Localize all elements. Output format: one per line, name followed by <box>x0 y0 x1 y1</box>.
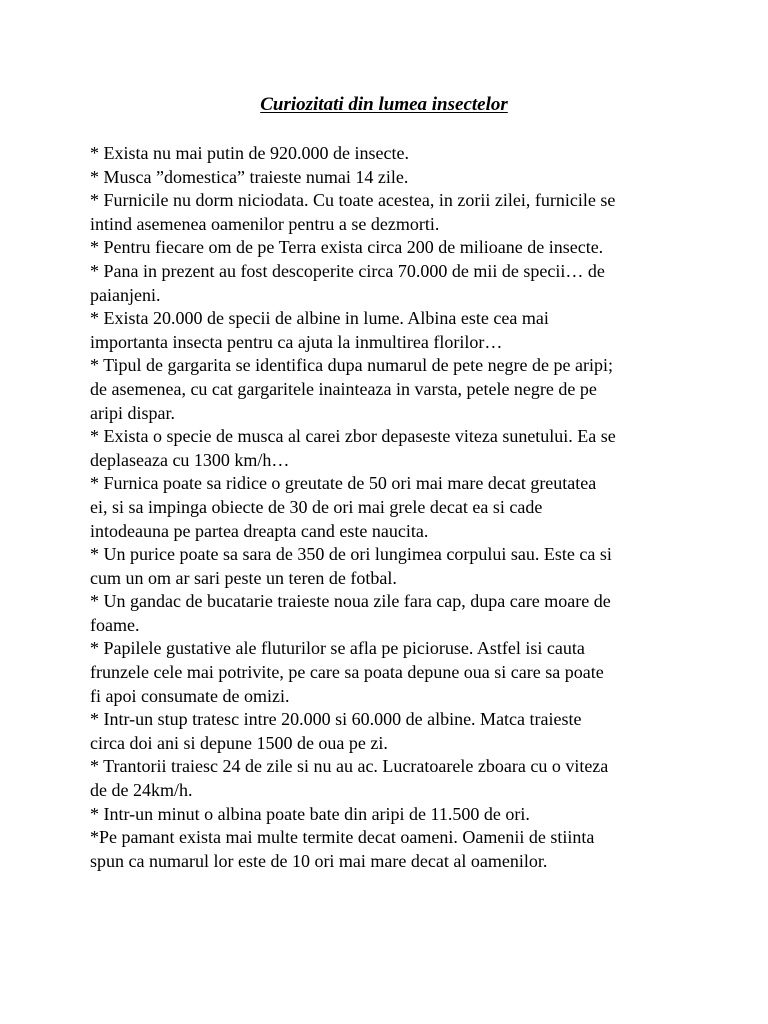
text-line: spun ca numarul lor este de 10 ori mai mare decat al oamenilor. <box>90 850 548 871</box>
text-line: deplaseaza cu 1300 km/h… <box>90 449 290 470</box>
text-line: importanta insecta pentru ca ajuta la inmultirea florilor… <box>90 331 503 352</box>
text-line: * Furnica poate sa ridice o greutate de 50 ori mai mare decat greutatea <box>90 473 597 494</box>
text-line: paianjeni. <box>90 284 161 305</box>
text-line: *Pe pamant exista mai multe termite decat oameni. Oamenii de stiinta <box>90 827 595 848</box>
text-line: * Papilele gustative ale fluturilor se afla pe picioruse. Astfel isi cauta <box>90 638 585 659</box>
text-line: foame. <box>90 614 140 635</box>
text-line: * Un purice poate sa sara de 350 de ori lungimea corpului sau. Este ca si <box>90 544 612 565</box>
document-title: Curiozitati din lumea insectelor <box>260 94 508 115</box>
text-line: de de 24km/h. <box>90 780 193 801</box>
text-line: ei, si sa impinga obiecte de 30 de ori mai grele decat ea si cade <box>90 496 543 517</box>
text-line: * Intr-un stup tratesc intre 20.000 si 60.000 de albine. Matca traieste <box>90 709 582 730</box>
text-line: * Pana in prezent au fost descoperite circa 70.000 de mii de specii… de <box>90 260 605 281</box>
text-line: aripi dispar. <box>90 402 175 423</box>
text-line: * Musca ”domestica” traieste numai 14 zile. <box>90 166 409 187</box>
text-line: cum un om ar sari peste un teren de fotbal. <box>90 567 397 588</box>
text-line: * Furnicile nu dorm niciodata. Cu toate acestea, in zorii zilei, furnicile se <box>90 190 616 211</box>
text-line: * Tipul de gargarita se identifica dupa numarul de pete negre de pe aripi; <box>90 355 614 376</box>
text-line: * Intr-un minut o albina poate bate din aripi de 11.500 de ori. <box>90 803 530 824</box>
text-line: frunzele cele mai potrivite, pe care sa poata depune oua si care sa poate <box>90 662 604 683</box>
document-title-block <box>0 93 768 117</box>
text-line: * Trantorii traiesc 24 de zile si nu au ac. Lucratoarele zboara cu o viteza <box>90 756 609 777</box>
document-body <box>90 142 690 873</box>
text-line: * Exista o specie de musca al carei zbor depaseste viteza sunetului. Ea se <box>90 426 616 447</box>
text-line: de asemenea, cu cat gargaritele inainteaza in varsta, petele negre de pe <box>90 378 597 399</box>
text-line: intind asemenea oamenilor pentru a se dezmorti. <box>90 213 440 234</box>
text-line: circa doi ani si depune 1500 de oua pe zi. <box>90 732 388 753</box>
text-line: fi apoi consumate de omizi. <box>90 685 290 706</box>
text-line: * Exista nu mai putin de 920.000 de insecte. <box>90 143 409 163</box>
text-line: * Exista 20.000 de specii de albine in lume. Albina este cea mai <box>90 308 549 329</box>
text-line: * Pentru fiecare om de pe Terra exista circa 200 de milioane de insecte. <box>90 237 604 258</box>
text-line: intodeauna pe partea dreapta cand este naucita. <box>90 520 429 541</box>
text-line: * Un gandac de bucatarie traieste noua zile fara cap, dupa care moare de <box>90 591 611 612</box>
